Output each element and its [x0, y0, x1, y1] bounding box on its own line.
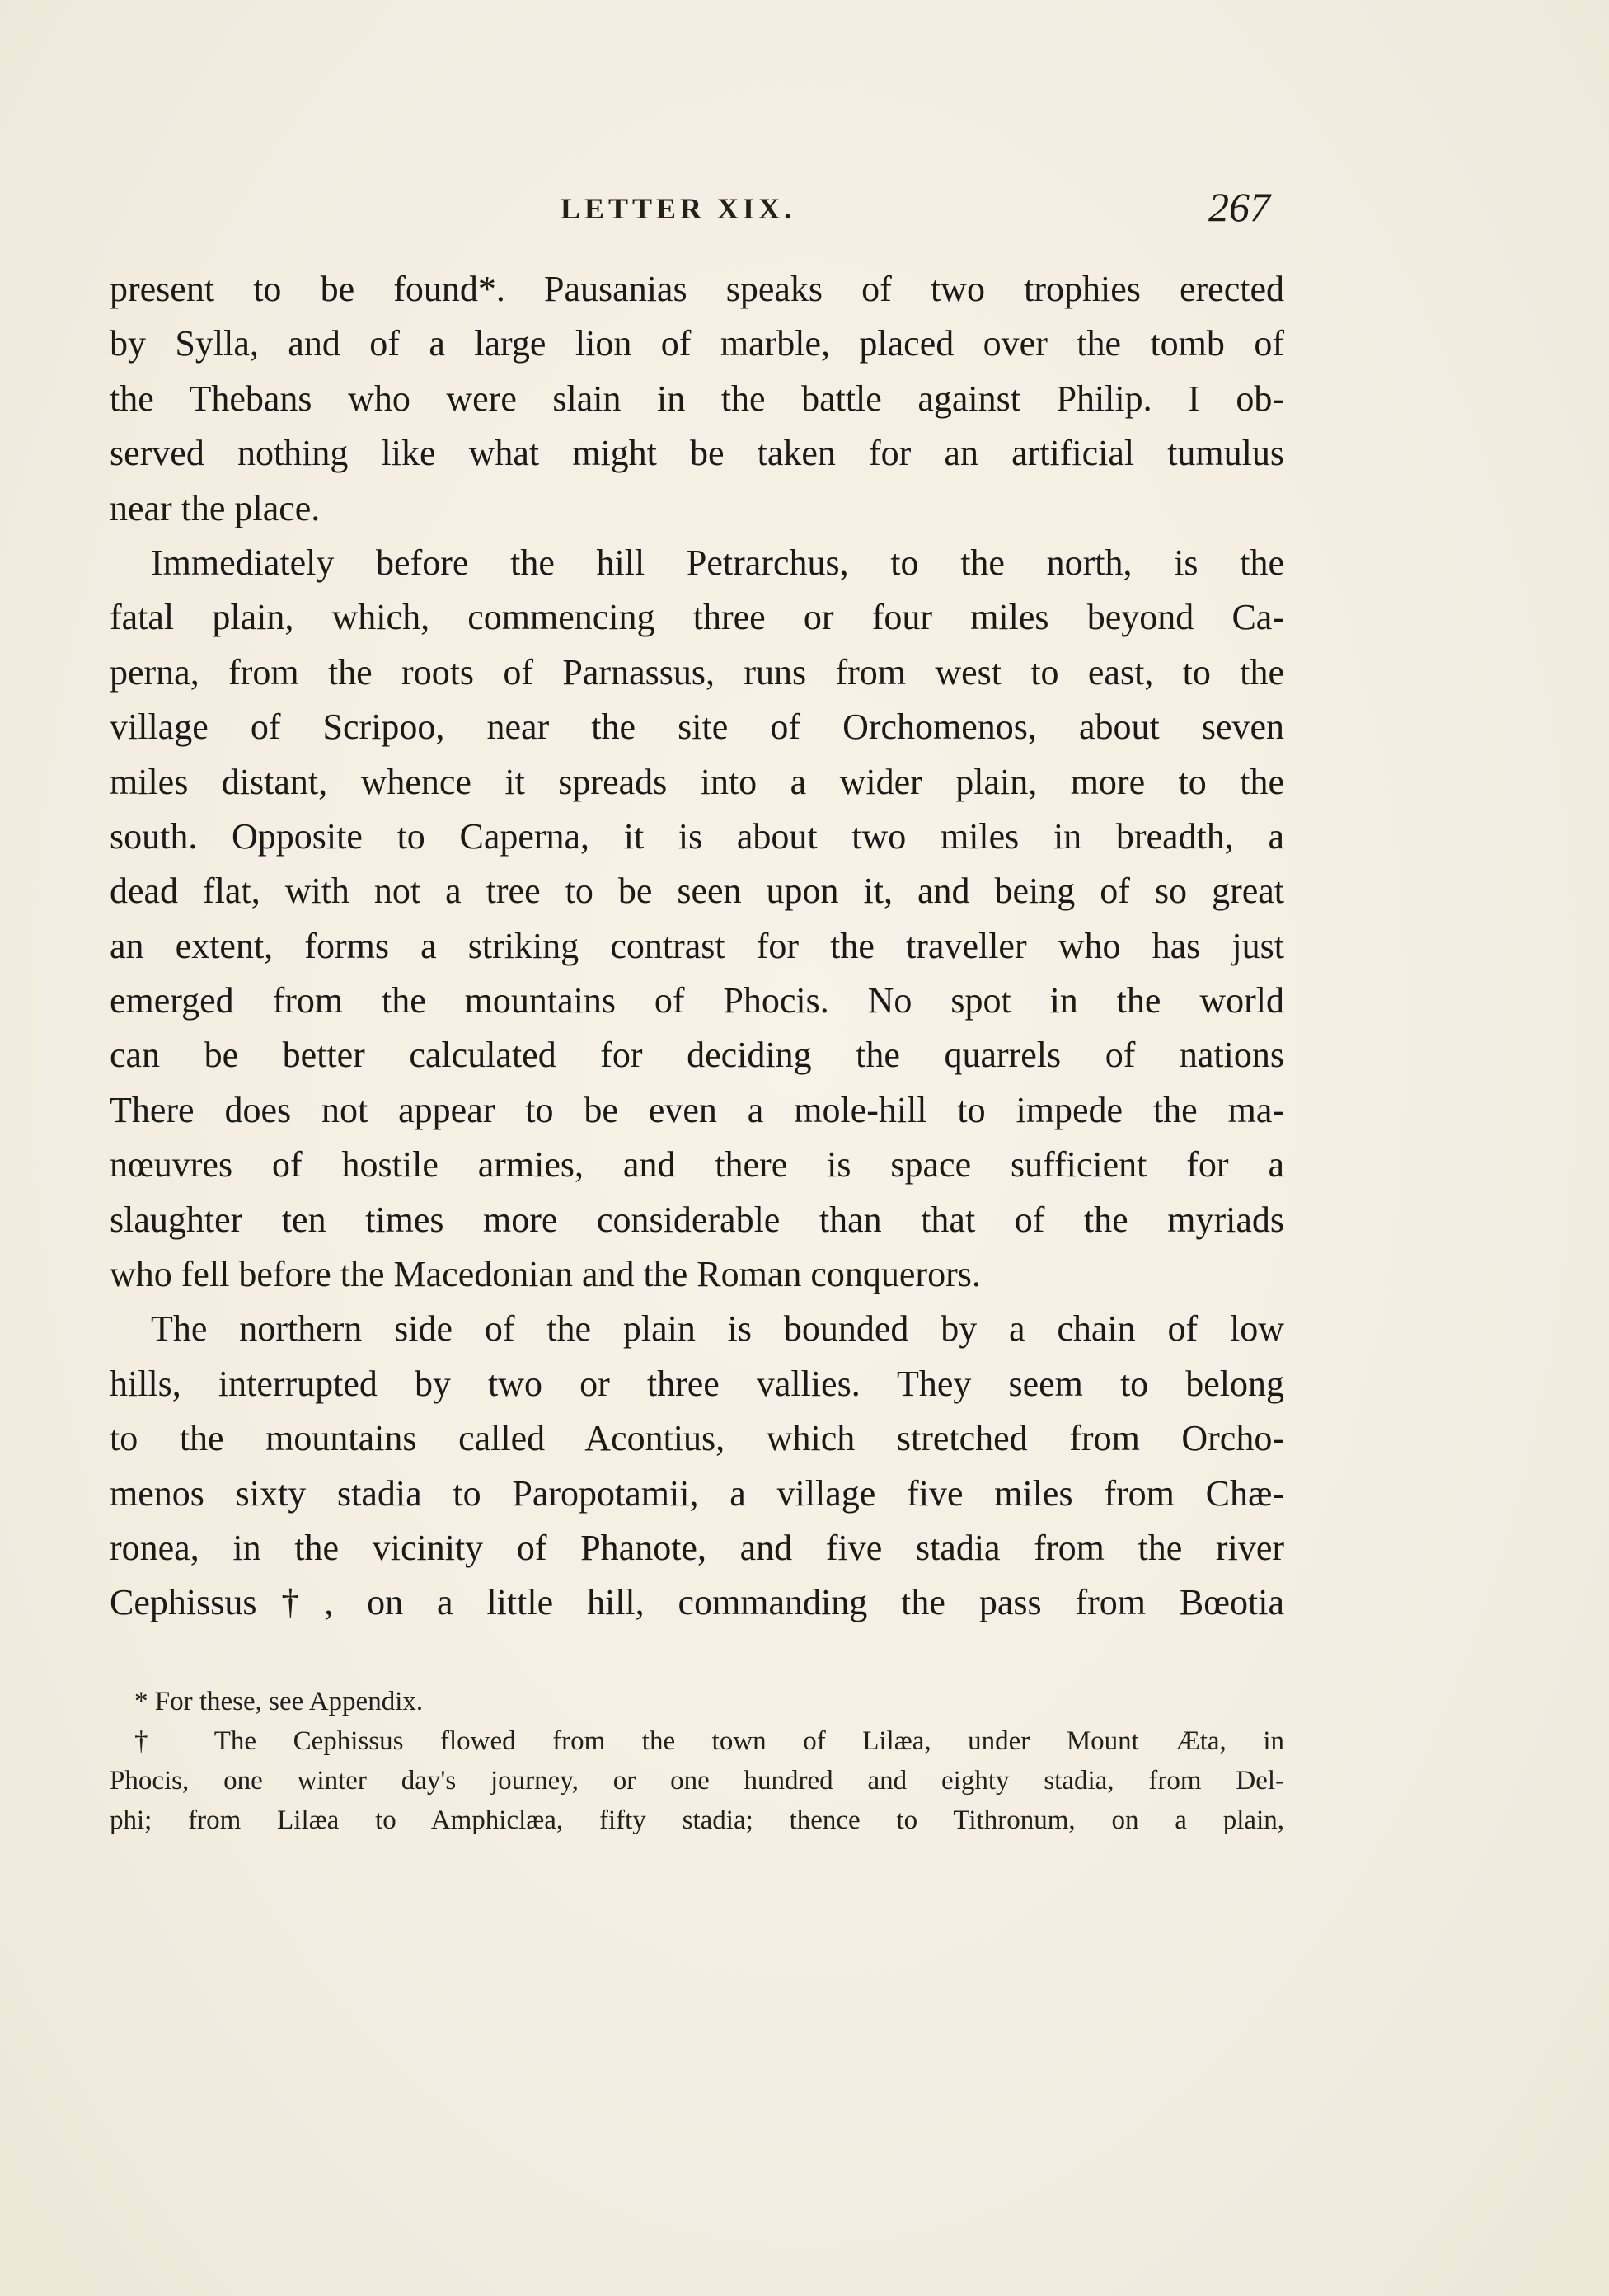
footnote-line: phi; from Lilæa to Amphiclæa, fifty stadia; thence to Tithronum, on a plain,: [110, 1805, 1284, 1835]
text-line: ronea, in the vicinity of Phanote, and five stadia from the river: [110, 1527, 1284, 1568]
text-line: nœuvres of hostile armies, and there is space sufficient for a: [110, 1144, 1284, 1186]
text-line: There does not appear to be even a mole-hill to impede the ma-: [110, 1089, 1284, 1130]
text-line: emerged from the mountains of Phocis. No spot in the world: [110, 980, 1284, 1021]
text-line: Immediately before the hill Petrarchus, to the north, is the: [151, 542, 1284, 583]
text-line: fatal plain, which, commencing three or four miles beyond Ca-: [110, 597, 1284, 638]
page-number: 267: [1208, 184, 1270, 230]
footnotes: [110, 1682, 1284, 1840]
text-line: to the mountains called Acontius, which stretched from Orcho-: [110, 1418, 1284, 1459]
running-title: LETTER XIX.: [561, 192, 796, 225]
footnote-line: Phocis, one winter day's journey, or one hundred and eighty stadia, from Del-: [110, 1766, 1284, 1796]
text-line: dead flat, with not a tree to be seen upon it, and being of so great: [110, 871, 1284, 912]
text-line: can be better calculated for deciding the quarrels of nations: [110, 1035, 1284, 1076]
text-line: perna, from the roots of Parnassus, runs from west to east, to the: [110, 651, 1284, 693]
text-line: hills, interrupted by two or three vallies. They seem to belong: [110, 1363, 1284, 1404]
text-line: by Sylla, and of a large lion of marble, placed over the tomb of: [110, 323, 1284, 364]
running-head: [0, 183, 1609, 232]
text-line: menos sixty stadia to Paropotamii, a village five miles from Chæ-: [110, 1472, 1284, 1514]
text-line: The northern side of the plain is bounded by a chain of low: [151, 1308, 1284, 1350]
text-line: village of Scripoo, near the site of Orchomenos, about seven: [110, 707, 1284, 748]
text-line: slaughter ten times more considerable than that of the myriads: [110, 1199, 1284, 1240]
text-line: Cephissus†, on a little hill, commanding the pass from Bœotia: [110, 1582, 1284, 1623]
text-line: served nothing like what might be taken for an artificial tumulus: [110, 433, 1284, 474]
text-line: an extent, forms a striking contrast for the traveller who has just: [110, 925, 1284, 966]
footnote-line: * For these, see Appendix.: [134, 1687, 424, 1716]
text-line: miles distant, whence it spreads into a wider plain, more to the: [110, 761, 1284, 802]
text-line: near the place.: [110, 487, 321, 528]
text-line: who fell before the Macedonian and the Roman conquerors.: [110, 1254, 981, 1295]
text-line: the Thebans who were slain in the battle against Philip. I ob-: [110, 378, 1284, 419]
text-line: south. Opposite to Caperna, it is about two miles in breadth, a: [110, 815, 1284, 857]
body-text: [110, 262, 1284, 1631]
text-line: present to be found*. Pausanias speaks of two trophies erected: [110, 269, 1284, 309]
footnote-line: † The Cephissus flowed from the town of Lilæa, under Mount Æta, in: [134, 1726, 1284, 1756]
